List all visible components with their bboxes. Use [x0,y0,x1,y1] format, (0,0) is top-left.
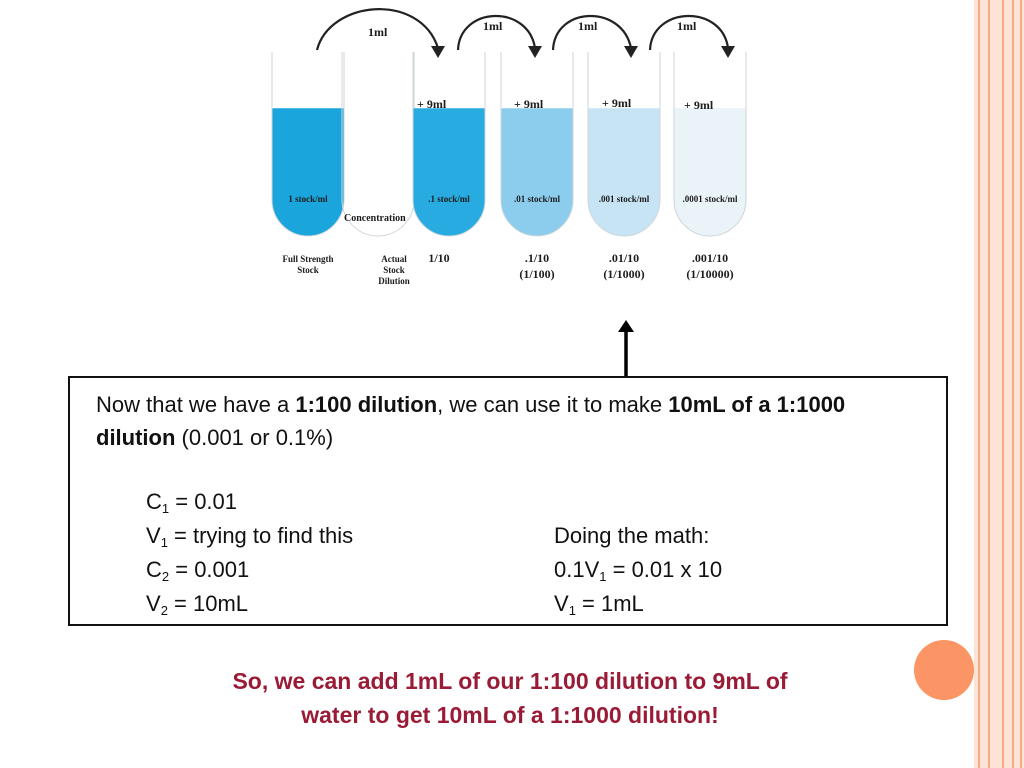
transfer-label-4: 1ml [677,19,697,33]
c1-line: $C_1 = 0.01$ [146,489,238,516]
tube-concentration-label: .0001 stock/ml [682,194,738,204]
math-step-2: $V_1 = 1mL$ [554,591,644,618]
intro-text-3: (0.001 or 0.1%) [175,425,334,450]
tube-caption: .001/10 (1/10000) [686,251,734,281]
test-tube-3 [413,52,485,265]
test-tube-4 [501,52,573,281]
test-tube-5 [588,52,660,281]
test-tube-2 [342,52,414,286]
intro-paragraph [96,388,926,454]
add-label-1: + 9ml [417,97,447,111]
v1-line: $V_1$ = trying to find this [146,523,354,550]
transfer-label-1: 1ml [368,25,388,39]
transfer-arrow-2 [458,16,542,58]
tube-caption: .1/10 (1/100) [519,251,555,281]
test-tube-1 [272,52,344,275]
test-tube-6 [674,52,746,281]
tube-caption: Actual Stock Dilution [378,254,410,286]
decorative-stripes [974,0,1024,768]
variables-list [146,485,353,621]
transfer-arrow-1 [317,9,445,58]
conclusion-line-1: So, we can add 1mL of our 1:100 dilution to 9mL of [232,668,788,694]
conclusion-text [140,664,880,732]
transfer-label-2: 1ml [483,19,503,33]
decorative-orange-circle [914,640,974,700]
explanation-box [68,376,948,626]
math-step-1: $0.1V_1 = 0.01$ x 10 [554,557,723,584]
transfer-arrow-3 [553,16,638,58]
add-label-3: + 9ml [602,96,632,110]
tube-concentration-label: .1 stock/ml [428,194,470,204]
transfer-label-3: 1ml [578,19,598,33]
tube-caption: Full Strength Stock [282,254,334,275]
math-work [554,519,722,621]
math-title: Doing the math: [554,523,710,548]
c2-line: $C_2 = 0.001$ [146,557,250,584]
add-label-2: + 9ml [514,97,544,111]
transfer-arrow-4 [650,16,735,58]
tube-caption: 1/10 [428,251,450,265]
tube-caption: .01/10 (1/1000) [603,251,645,281]
intro-bold-2: 10mL of a 1:1000 dilution [96,392,846,450]
intro-bold-1: 1:100 dilution [295,392,438,417]
conclusion-line-2: water to get 10mL of a 1:1000 dilution! [301,702,719,728]
v2-line: $V_2 = 10mL$ [146,591,249,618]
intro-text-1: Now that we have a [96,392,296,417]
tube-concentration-label: .01 stock/ml [514,194,560,204]
concentration-label: Concentration [344,213,406,224]
tube-concentration-label: 1 stock/ml [288,194,328,204]
up-arrow-icon [614,318,638,378]
intro-text-2: , we can use it to make [437,392,669,417]
add-label-4: + 9ml [684,98,714,112]
serial-dilution-figure [270,0,760,370]
tube-concentration-label: .001 stock/ml [598,194,650,204]
